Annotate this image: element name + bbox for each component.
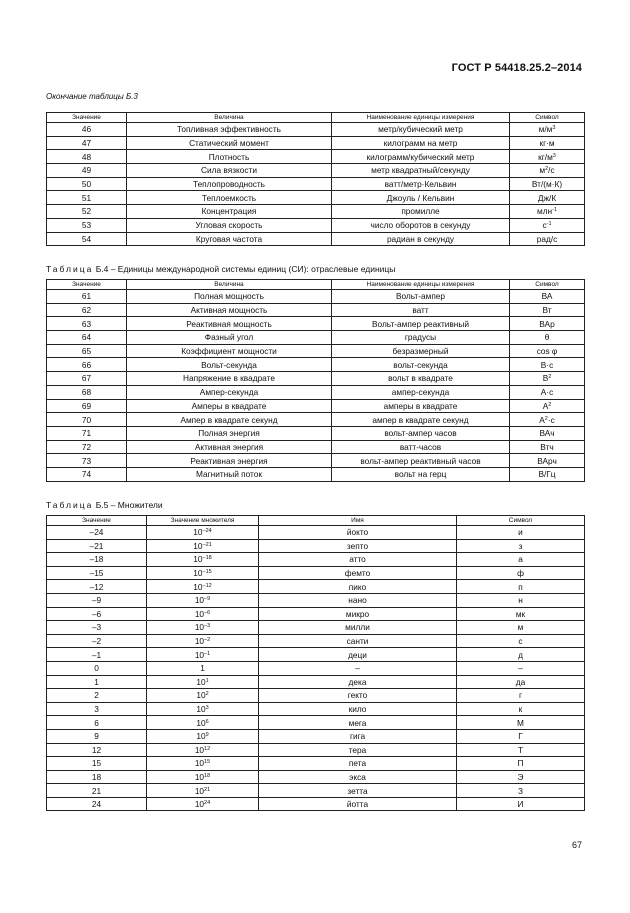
document-code: ГОСТ Р 54418.25.2–2014	[451, 62, 582, 74]
table-cell: Теплоемкость	[127, 191, 332, 205]
table-b5-caption	[46, 500, 163, 510]
table-cell: 1	[47, 675, 147, 689]
table-row	[47, 399, 585, 413]
table-row	[47, 539, 585, 553]
table-cell: тера	[259, 743, 457, 757]
table-row	[47, 358, 585, 372]
table-cell: $В^2$	[510, 372, 585, 386]
table-row	[47, 770, 585, 784]
table-cell: Э	[457, 770, 585, 784]
table-cell: $10^{-1}$	[147, 648, 259, 662]
table-cell: Вольт-ампер реактивный	[332, 317, 510, 331]
table-cell: Статический момент	[127, 136, 332, 150]
table-cell: 21	[47, 784, 147, 798]
table-cell: 71	[47, 426, 127, 440]
table-cell: Коэффициент мощности	[127, 344, 332, 358]
table-row	[47, 580, 585, 594]
table-row	[47, 205, 585, 219]
table-cell: –3	[47, 621, 147, 635]
table-row	[47, 566, 585, 580]
table-cell: 72	[47, 440, 127, 454]
table-cell: Джоуль / Кельвин	[332, 191, 510, 205]
table-cell: $10^{-12}$	[147, 580, 259, 594]
table-cell: млн$^{-1}$	[510, 205, 585, 219]
table-cell: $10^{-21}$	[147, 539, 259, 553]
column-header: Наименование единицы измерения	[332, 280, 510, 290]
table-cell: –18	[47, 553, 147, 567]
table-cell: нано	[259, 593, 457, 607]
column-header: Наименование единицы измерения	[332, 113, 510, 123]
table-row	[47, 303, 585, 317]
table-cell: пета	[259, 757, 457, 771]
header-row	[47, 113, 585, 123]
table-cell: 69	[47, 399, 127, 413]
table-cell: Т	[457, 743, 585, 757]
table-cell: н	[457, 593, 585, 607]
table-cell: 47	[47, 136, 127, 150]
table-cell: ампер-секунда	[332, 385, 510, 399]
table-cell: 53	[47, 218, 127, 232]
table-cell: $10^{-3}$	[147, 621, 259, 635]
table-cell: 73	[47, 454, 127, 468]
table-cell: 65	[47, 344, 127, 358]
table-cell: М	[457, 716, 585, 730]
table-cell: Амперы в квадрате	[127, 399, 332, 413]
table-cell: Реактивная мощность	[127, 317, 332, 331]
table-cell: 62	[47, 303, 127, 317]
table-cell: 70	[47, 413, 127, 427]
table-cell: килограмм на метр	[332, 136, 510, 150]
table-cell: $м^2/с$	[510, 164, 585, 178]
table-cell: Напряжение в квадрате	[127, 372, 332, 386]
table-cell: 63	[47, 317, 127, 331]
table-row	[47, 426, 585, 440]
column-header: Величина	[127, 113, 332, 123]
table-b4-caption-text: Б.4 – Единицы международной системы единиц (СИ): отраслевые единицы	[93, 264, 396, 274]
table-cell: ватт/метр·Кельвин	[332, 177, 510, 191]
table-cell: $с^{-1}$	[510, 218, 585, 232]
table-row	[47, 661, 585, 675]
table-row	[47, 607, 585, 621]
table-cell: экса	[259, 770, 457, 784]
table-cell: $10^{24}$	[147, 797, 259, 811]
table-cell: безразмерный	[332, 344, 510, 358]
column-header: Символ	[510, 113, 585, 123]
table-cell: 48	[47, 150, 127, 164]
table-cell: милли	[259, 621, 457, 635]
table-cell: 9	[47, 729, 147, 743]
table-cell: а	[457, 553, 585, 567]
table-cell: кг·м	[510, 136, 585, 150]
table-cell: θ	[510, 331, 585, 345]
table-cell: кило	[259, 702, 457, 716]
table-row	[47, 218, 585, 232]
table-cell: $10^{-6}$	[147, 607, 259, 621]
table-cell: –	[457, 661, 585, 675]
table-cell: ВАрч	[510, 454, 585, 468]
table-cell: 18	[47, 770, 147, 784]
table-cell: А·с	[510, 385, 585, 399]
table-cell: килограмм/кубический метр	[332, 150, 510, 164]
table-cell: $10^2$	[147, 689, 259, 703]
table-b5-caption-text: Б.5 – Множители	[93, 500, 163, 510]
table-row	[47, 743, 585, 757]
table-cell: амперы в квадрате	[332, 399, 510, 413]
table-row	[47, 526, 585, 540]
table-cell: $10^{-18}$	[147, 553, 259, 567]
table-cell: $10^9$	[147, 729, 259, 743]
table-cell: 61	[47, 290, 127, 304]
table-row	[47, 467, 585, 481]
table-b4-caption	[46, 264, 395, 274]
table-row	[47, 634, 585, 648]
table-cell: метр/кубический метр	[332, 123, 510, 137]
table-row	[47, 553, 585, 567]
table-cell: 52	[47, 205, 127, 219]
table-cell: 46	[47, 123, 127, 137]
table-cell: микро	[259, 607, 457, 621]
table-cell: гекто	[259, 689, 457, 703]
table-cell: 1	[147, 661, 259, 675]
table-cell: –	[259, 661, 457, 675]
page-number: 67	[571, 840, 582, 850]
table-cell: Полная мощность	[127, 290, 332, 304]
table-cell: $10^{-15}$	[147, 566, 259, 580]
table-b3	[46, 112, 585, 246]
table-cell: дека	[259, 675, 457, 689]
table-cell: Активная мощность	[127, 303, 332, 317]
table-cell: $10^6$	[147, 716, 259, 730]
table-cell: Ампер-секунда	[127, 385, 332, 399]
table-cell: число оборотов в секунду	[332, 218, 510, 232]
table-cell: г	[457, 689, 585, 703]
table-row	[47, 454, 585, 468]
table-cell: –9	[47, 593, 147, 607]
table-cell: ВА	[510, 290, 585, 304]
table-cell: Вольт-секунда	[127, 358, 332, 372]
table-cell: м	[457, 621, 585, 635]
table-cell: 54	[47, 232, 127, 246]
table-row	[47, 123, 585, 137]
table-cell: 66	[47, 358, 127, 372]
table-cell: 51	[47, 191, 127, 205]
table-cell: Втч	[510, 440, 585, 454]
table-cell: $А^2$	[510, 399, 585, 413]
column-header: Значение	[47, 113, 127, 123]
table-row	[47, 164, 585, 178]
table-b3-caption: Окончание таблицы Б.3	[46, 92, 138, 101]
table-cell: 74	[47, 467, 127, 481]
table-cell: Топливная эффективность	[127, 123, 332, 137]
table-cell: вольт-ампер часов	[332, 426, 510, 440]
table-cell: зепто	[259, 539, 457, 553]
table-cell: 6	[47, 716, 147, 730]
table-cell: 67	[47, 372, 127, 386]
table-cell: 24	[47, 797, 147, 811]
table-row	[47, 716, 585, 730]
table-cell: 50	[47, 177, 127, 191]
table-cell: $А^2\cdot с$	[510, 413, 585, 427]
table-row	[47, 331, 585, 345]
table-row	[47, 150, 585, 164]
table-cell: –2	[47, 634, 147, 648]
table-row	[47, 689, 585, 703]
table-cell: $10^{-2}$	[147, 634, 259, 648]
table-row	[47, 232, 585, 246]
column-header: Значение множителя	[147, 516, 259, 526]
table-b4-caption-prefix: Таблица	[46, 264, 94, 274]
table-cell: $м/м^3$	[510, 123, 585, 137]
table-cell: Полная энергия	[127, 426, 332, 440]
table-cell: И	[457, 797, 585, 811]
table-cell: –24	[47, 526, 147, 540]
table-cell: Вт	[510, 303, 585, 317]
table-cell: вольт в квадрате	[332, 372, 510, 386]
table-row	[47, 797, 585, 811]
table-cell: мк	[457, 607, 585, 621]
table-cell: Вт/(м·К)	[510, 177, 585, 191]
table-cell: $10^{21}$	[147, 784, 259, 798]
table-cell: Плотность	[127, 150, 332, 164]
table-cell: $10^{-24}$	[147, 526, 259, 540]
table-cell: санти	[259, 634, 457, 648]
table-cell: ВАч	[510, 426, 585, 440]
table-cell: П	[457, 757, 585, 771]
table-cell: 3	[47, 702, 147, 716]
table-cell: Концентрация	[127, 205, 332, 219]
table-cell: Сила вязкости	[127, 164, 332, 178]
table-row	[47, 317, 585, 331]
table-row	[47, 372, 585, 386]
table-cell: пико	[259, 580, 457, 594]
table-cell: 68	[47, 385, 127, 399]
table-cell: мега	[259, 716, 457, 730]
table-row	[47, 191, 585, 205]
table-cell: к	[457, 702, 585, 716]
column-header: Значение	[47, 516, 147, 526]
table-cell: рад/с	[510, 232, 585, 246]
table-row	[47, 784, 585, 798]
table-row	[47, 440, 585, 454]
table-cell: и	[457, 526, 585, 540]
table-row	[47, 385, 585, 399]
table-cell: $10^{15}$	[147, 757, 259, 771]
table-cell: градусы	[332, 331, 510, 345]
table-cell: Угловая скорость	[127, 218, 332, 232]
column-header: Значение	[47, 280, 127, 290]
header-row	[47, 516, 585, 526]
header-row	[47, 280, 585, 290]
table-cell: Г	[457, 729, 585, 743]
table-cell: вольт на герц	[332, 467, 510, 481]
table-cell: Круговая частота	[127, 232, 332, 246]
table-cell: вольт-ампер реактивный часов	[332, 454, 510, 468]
table-cell: йокто	[259, 526, 457, 540]
table-cell: cos φ	[510, 344, 585, 358]
table-cell: Фазный угол	[127, 331, 332, 345]
table-cell: Дж/К	[510, 191, 585, 205]
table-row	[47, 136, 585, 150]
table-row	[47, 344, 585, 358]
table-cell: В/Гц	[510, 467, 585, 481]
table-cell: промилле	[332, 205, 510, 219]
table-row	[47, 729, 585, 743]
table-cell: 15	[47, 757, 147, 771]
table-cell: –12	[47, 580, 147, 594]
column-header: Имя	[259, 516, 457, 526]
table-cell: –21	[47, 539, 147, 553]
table-cell: 49	[47, 164, 127, 178]
table-cell: метр квадратный/секунду	[332, 164, 510, 178]
table-cell: да	[457, 675, 585, 689]
table-row	[47, 290, 585, 304]
table-cell: $кг/м^3$	[510, 150, 585, 164]
table-cell: –6	[47, 607, 147, 621]
table-cell: $10^{-9}$	[147, 593, 259, 607]
table-cell: ватт-часов	[332, 440, 510, 454]
table-row	[47, 675, 585, 689]
table-row	[47, 702, 585, 716]
table-cell: –15	[47, 566, 147, 580]
column-header: Символ	[457, 516, 585, 526]
table-cell: йотта	[259, 797, 457, 811]
table-cell: радиан в секунду	[332, 232, 510, 246]
table-b5-caption-prefix: Таблица	[46, 500, 94, 510]
table-cell: $10^1$	[147, 675, 259, 689]
table-cell: деци	[259, 648, 457, 662]
table-cell: $10^3$	[147, 702, 259, 716]
table-cell: 2	[47, 689, 147, 703]
table-cell: ф	[457, 566, 585, 580]
column-header: Символ	[510, 280, 585, 290]
table-cell: зетта	[259, 784, 457, 798]
table-cell: д	[457, 648, 585, 662]
table-cell: ВАр	[510, 317, 585, 331]
table-row	[47, 757, 585, 771]
table-cell: З	[457, 784, 585, 798]
table-cell: $10^{18}$	[147, 770, 259, 784]
table-cell: 12	[47, 743, 147, 757]
table-cell: ампер в квадрате секунд	[332, 413, 510, 427]
table-cell: Ампер в квадрате секунд	[127, 413, 332, 427]
table-cell: з	[457, 539, 585, 553]
table-b4	[46, 279, 585, 482]
table-cell: ватт	[332, 303, 510, 317]
table-row	[47, 621, 585, 635]
table-cell: фемто	[259, 566, 457, 580]
table-cell: 0	[47, 661, 147, 675]
table-row	[47, 177, 585, 191]
table-row	[47, 413, 585, 427]
table-cell: $10^{12}$	[147, 743, 259, 757]
table-cell: В·с	[510, 358, 585, 372]
table-cell: с	[457, 634, 585, 648]
table-cell: Активная энергия	[127, 440, 332, 454]
table-cell: гига	[259, 729, 457, 743]
table-cell: Вольт-ампер	[332, 290, 510, 304]
table-cell: п	[457, 580, 585, 594]
table-cell: 64	[47, 331, 127, 345]
table-cell: атто	[259, 553, 457, 567]
table-cell: Магнитный поток	[127, 467, 332, 481]
table-b5	[46, 515, 585, 811]
table-row	[47, 593, 585, 607]
table-cell: Теплопроводность	[127, 177, 332, 191]
table-cell: Реактивная энергия	[127, 454, 332, 468]
table-cell: –1	[47, 648, 147, 662]
table-cell: вольт-секунда	[332, 358, 510, 372]
table-row	[47, 648, 585, 662]
column-header: Величина	[127, 280, 332, 290]
